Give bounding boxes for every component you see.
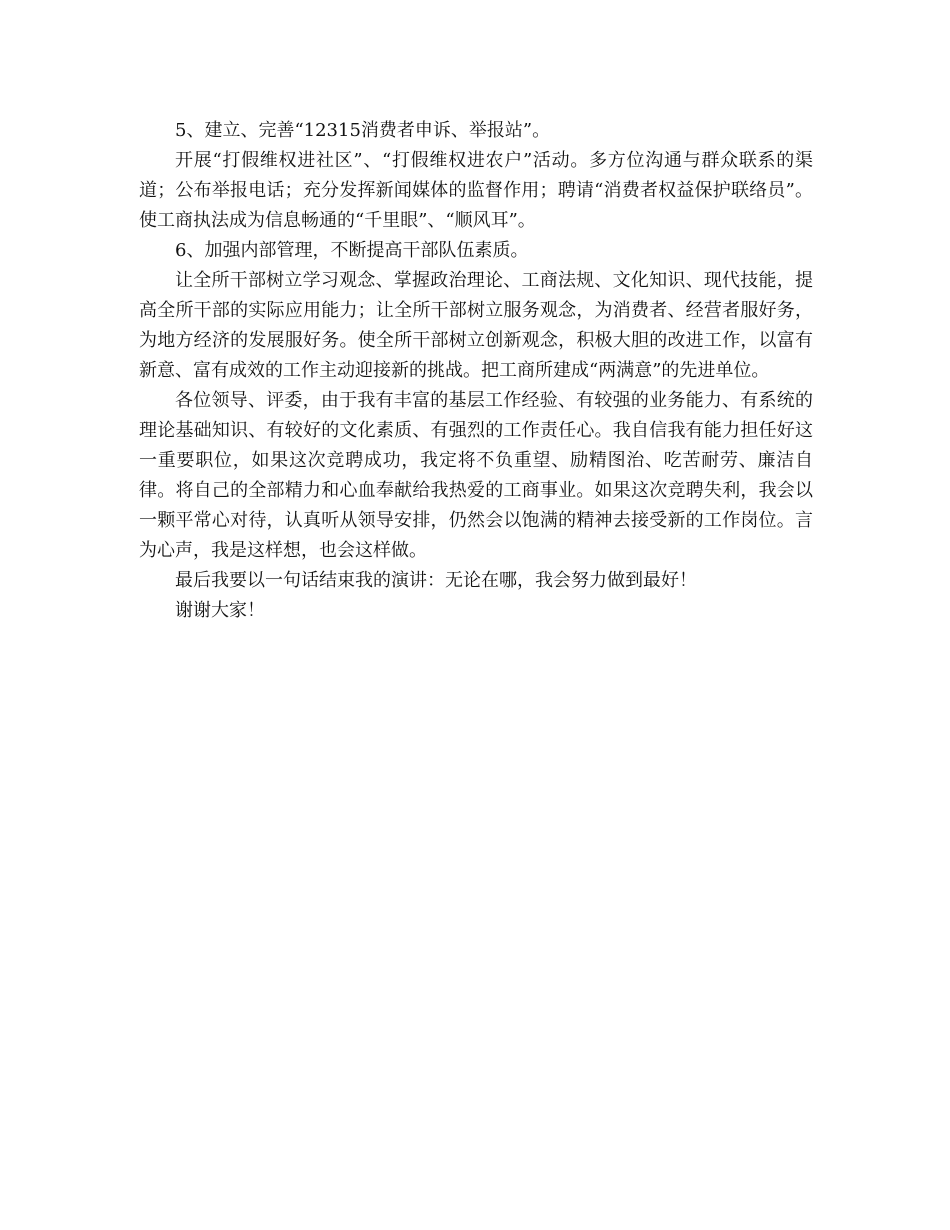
paragraph-campaign-description: 开展“打假维权进社区”、“打假维权进农户”活动。多方位沟通与群众联系的渠道；公布举报电话；充分发挥新闻媒体的监督作用；聘请“消费者权益保护联络员”。使工商执法成为信息畅通的“千里眼”、“顺风耳”。 <box>139 150 813 231</box>
paragraph-thanks: 谢谢大家！ <box>175 600 265 621</box>
paragraph-staff-development: 让全所干部树立学习观念、掌握政治理论、工商法规、文化知识、现代技能，提高全所干部的实际应用能力；让全所干部树立服务观念，为消费者、经营者服好务，为地方经济的发展服好务。使全所干部树立创新观念，积极大胆的改进工作，以富有新意、富有成效的工作主动迎接新的挑战。把工商所建成“两满意”的先进单位。 <box>139 270 813 381</box>
paragraph-personal-statement: 各位领导、评委，由于我有丰富的基层工作经验、有较强的业务能力、有系统的理论基础知识、有较好的文化素质、有强烈的工作责任心。我自信我有能力担任好这一重要职位，如果这次竞聘成功，我定将不负重望、励精图治、吃苦耐劳、廉洁自律。将自己的全部精力和心血奉献给我热爱的工商事业。如果这次竞聘失利，我会以一颗平常心对待，认真听从领导安排，仍然会以饱满的精神去接受新的工作岗位。言为心声，我是这样想，也会这样做。 <box>139 390 813 561</box>
paragraph-item-5-heading: 5、建立、完善“12315消费者申诉、举报站”。 <box>175 120 551 141</box>
document-body <box>139 116 813 626</box>
paragraph-closing-remark: 最后我要以一句话结束我的演讲：无论在哪，我会努力做到最好！ <box>175 570 697 591</box>
paragraph-item-6-heading: 6、加强内部管理，不断提高干部队伍素质。 <box>175 240 529 261</box>
